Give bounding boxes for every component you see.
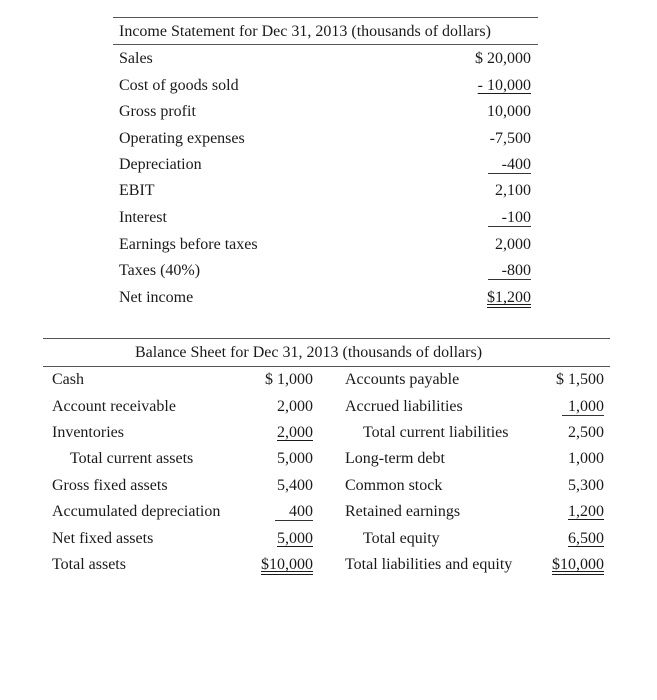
row-value: $1,200	[487, 289, 531, 306]
asset-value: $ 1,000	[265, 371, 313, 388]
asset-value: 5,400	[277, 477, 313, 494]
liability-value: 6,500	[568, 530, 604, 547]
row-label: Taxes (40%)	[119, 262, 201, 279]
liability-label: Accounts payable	[345, 371, 460, 388]
row-value: 2,000	[495, 236, 531, 253]
asset-label: Net fixed assets	[52, 530, 154, 547]
asset-value: 5,000	[277, 450, 313, 467]
liability-label: Accrued liabilities	[345, 398, 463, 415]
asset-label: Gross fixed assets	[52, 477, 168, 494]
row-value: -800	[488, 263, 531, 280]
row-value: 2,100	[495, 182, 531, 199]
liability-label: Long-term debt	[345, 450, 445, 467]
row-value: -400	[488, 157, 531, 174]
row-label: Cost of goods sold	[119, 77, 239, 94]
liability-label: Total current liabilities	[363, 424, 509, 441]
asset-value: 2,000	[277, 398, 313, 415]
asset-label: Account receivable	[52, 398, 176, 415]
row-label: Interest	[119, 209, 167, 226]
asset-value: $10,000	[261, 556, 313, 573]
row-label: Operating expenses	[119, 130, 245, 147]
divider	[113, 44, 538, 45]
row-label: Depreciation	[119, 156, 202, 173]
liability-label: Retained earnings	[345, 503, 461, 520]
row-value: 10,000	[487, 103, 531, 120]
asset-value: 5,000	[277, 530, 313, 547]
liability-label: Total liabilities and equity	[345, 556, 513, 573]
liability-value: 1,200	[568, 503, 604, 520]
row-label: Sales	[119, 50, 153, 67]
liability-value: $10,000	[552, 556, 604, 573]
asset-label: Cash	[52, 371, 84, 388]
liability-value: 1,000	[568, 450, 604, 467]
divider	[43, 338, 610, 339]
liability-label: Common stock	[345, 477, 443, 494]
liability-value: 5,300	[568, 477, 604, 494]
row-value: -7,500	[489, 130, 531, 147]
income-title: Income Statement for Dec 31, 2013 (thousands of dollars)	[119, 23, 491, 40]
row-label: Net income	[119, 289, 194, 306]
divider	[43, 366, 610, 367]
row-label: EBIT	[119, 182, 155, 199]
asset-label: Accumulated depreciation	[52, 503, 221, 520]
liability-value: $ 1,500	[556, 371, 604, 388]
asset-label: Total current assets	[70, 450, 194, 467]
liability-label: Total equity	[363, 530, 440, 547]
row-value: $ 20,000	[475, 50, 531, 67]
liability-value: 1,000	[562, 399, 604, 416]
asset-value: 400	[275, 504, 313, 521]
row-label: Gross profit	[119, 103, 196, 120]
asset-label: Inventories	[52, 424, 124, 441]
asset-value: 2,000	[277, 424, 313, 441]
row-label: Earnings before taxes	[119, 236, 258, 253]
divider	[113, 17, 538, 18]
liability-value: 2,500	[568, 424, 604, 441]
balance-title: Balance Sheet for Dec 31, 2013 (thousands of dollars)	[135, 344, 483, 361]
row-value: -100	[488, 210, 531, 227]
asset-label: Total assets	[52, 556, 126, 573]
row-value: - 10,000	[477, 77, 531, 94]
